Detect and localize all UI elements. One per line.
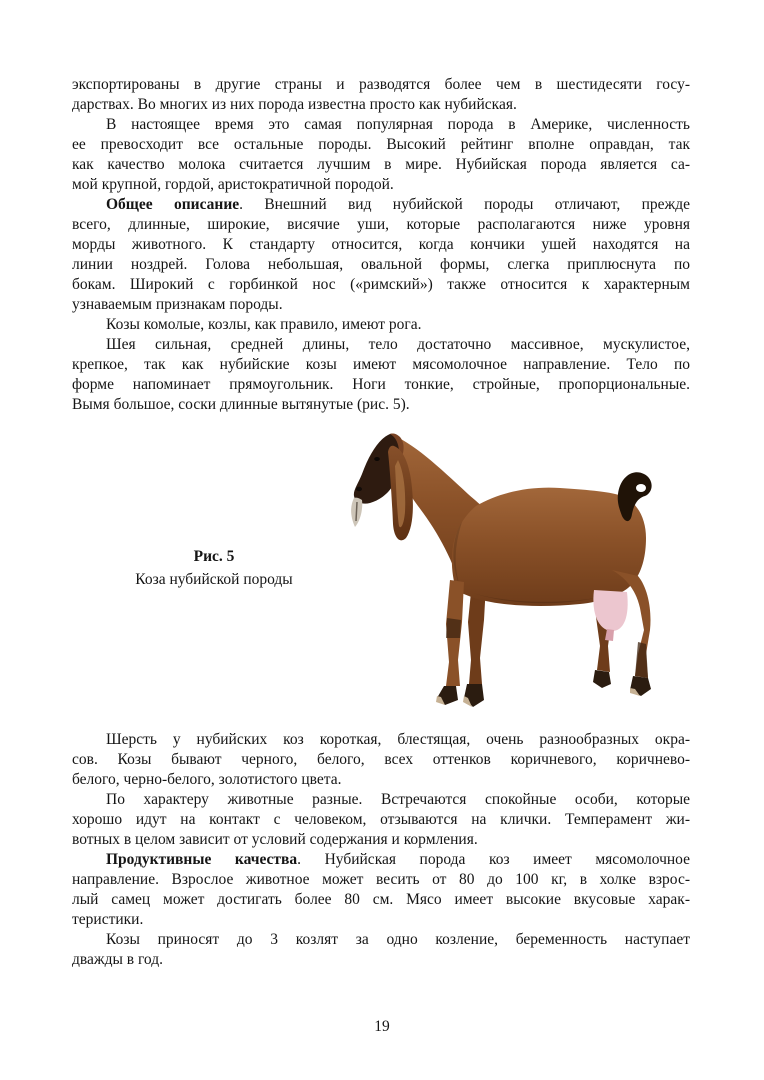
text-line: бокам. Широкий с горбинкой нос («римский») также относится к характерным [72,276,690,293]
text-line: сов. Козы бывают черного, белого, всех оттенков коричневого, коричнево- [72,751,690,768]
figure [72,415,690,730]
paragraph [72,730,690,790]
text-line: узнаваемым признакам породы. [72,296,283,313]
paragraph [72,195,690,315]
paragraph [72,75,690,115]
text-line: лый самец может достигать более 80 см. Мясо имеет высокие вкусовые харак- [72,891,690,908]
goat-eye [374,457,380,461]
text-line: как качество молока считается лучшим в мире. Нубийская порода является са- [72,156,690,173]
text-line: крепкое, так как нубийские козы имеют мясомолочное направление. Тело по [72,356,690,373]
bold-heading: Общее описание [106,196,240,213]
body-text-above-figure [72,75,690,415]
text-line: хорошо идут на контакт с человеком, отзываются на клички. Темперамент жи- [72,811,690,828]
text-line: В настоящее время это самая популярная порода в Америке, численность [106,116,690,133]
text-line: ее превосходит все остальные породы. Высокий рейтинг вполне оправдан, так [72,136,690,153]
goat-front-knee [446,618,461,638]
body-text-below-figure [72,730,690,970]
goat-nostril [356,487,362,491]
goat-body [452,488,646,606]
paragraph [72,115,690,195]
text-line: белого, черно-белого, золотистого цвета. [72,771,342,788]
goat-hind-cannon [635,642,648,678]
goat-photo [350,432,660,708]
text-line: Вымя большое, соски длинные вытянутые (рис. 5). [72,396,410,413]
paragraph [72,790,690,850]
text-line: Шея сильная, средней длины, тело достаточно массивное, мускулистое, [106,336,690,353]
text-line: направление. Взрослое животное может весить от 80 до 100 кг, в холке взрос- [72,871,690,888]
goat-beard-streak [356,502,357,521]
text-line: линии ноздрей. Голова небольшая, овальной формы, слегка приплюснута по [72,256,690,273]
text-line: форме напоминает прямоугольник. Ноги тонкие, стройные, пропорциональные. [72,376,690,393]
goat-far-hind-hoof [593,670,611,688]
figure-label: Рис. 5 [193,548,235,565]
text-line: экспортированы в другие страны и разводятся более чем в шестидесяти госу- [72,76,690,93]
text-line: дважды в год. [72,951,163,968]
paragraph [72,335,690,415]
text-line: По характеру животные разные. Встречаются спокойные особи, которые [106,791,690,808]
text-line: морды животного. К стандарту относится, когда кончики ушей находятся на [72,236,690,253]
bold-heading: Продуктивные качества [106,851,298,868]
text-line: Продуктивные качества. Нубийская порода коз имеет мясомолочное [106,851,690,868]
text-line: Общее описание. Внешний вид нубийской породы отличают, прежде [106,196,690,213]
text-line: мой крупной, гордой, аристократичной породой. [72,176,394,193]
paragraph [72,850,690,930]
page-number: 19 [374,1018,390,1035]
paragraph [72,315,690,335]
figure-caption [72,545,356,591]
text-line: Козы комолые, козлы, как правило, имеют рога. [106,316,422,333]
text-line: всего, длинные, широкие, висячие уши, которые располагаются ниже уровня [72,216,690,233]
text-line: Козы приносят до 3 козлят за одно козление, беременность наступает [106,931,690,948]
goat-tail-gap [636,484,646,492]
text-block [72,75,690,970]
paragraph [72,930,690,970]
text-line: теристики. [72,911,144,928]
text-line: вотных в целом зависит от условий содержания и кормления. [72,831,478,848]
text-line: дарствах. Во многих из них порода известна просто как нубийская. [72,96,517,113]
figure-caption-text: Коза нубийской породы [135,571,293,588]
text-line: Шерсть у нубийских коз короткая, блестящая, очень разнообразных окра- [106,731,690,748]
